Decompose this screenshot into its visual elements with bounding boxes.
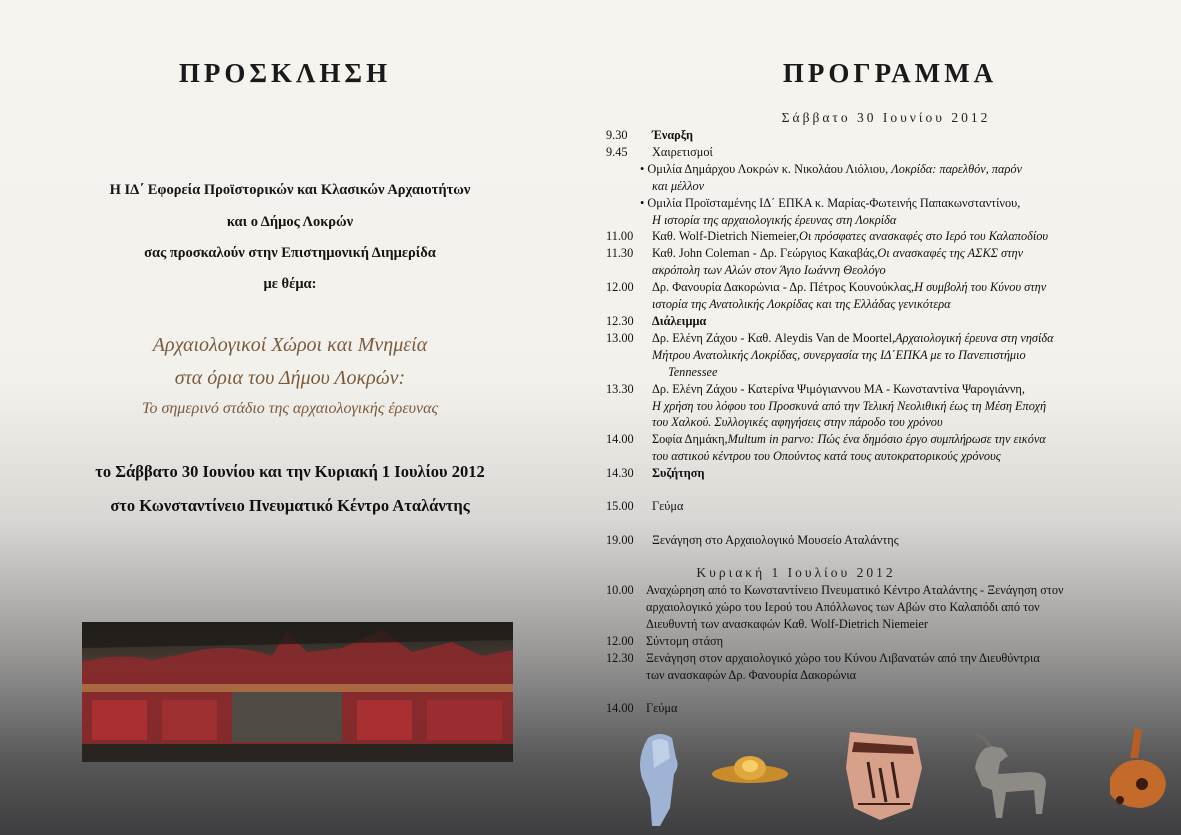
programme-row: 14.00 Γεύμα xyxy=(606,701,678,716)
programme-continuation: Η χρήση του λόφου του Προσκυνά από την Τελική Νεολιθική έως τη Μέση Εποχή xyxy=(652,398,1047,413)
programme-row: 14.30 Συζήτηση xyxy=(606,466,705,481)
programme-continuation: των ανασκαφών Δρ. Φανουρία Δακορώνια xyxy=(646,667,857,682)
programme-continuation: Μήτρου Ανατολικής Λοκρίδας, συνεργασία της ΙΔ΄ΕΠΚΑ με το Πανεπιστήμιο xyxy=(652,347,1026,362)
programme-row: 19.00 Ξενάγηση στο Αρχαιολογικό Μουσείο Αταλάντης xyxy=(606,532,899,547)
programme-row: 12.30 Ξενάγηση στον αρχαιολογικό χώρο του Κύνου Λιβανατών από την Διευθύντρια xyxy=(606,650,1040,665)
programme-row: 13.00 Δρ. Ελένη Ζάχου - Καθ. Aleydis Van de Moortel, Αρχαιολογική έρευνα στη νησίδα xyxy=(606,330,1054,345)
theme-line-2: στα όρια του Δήμου Λοκρών: xyxy=(174,367,406,389)
theme-line-3: Το σημερινό στάδιο της αρχαιολογικής έρευνας xyxy=(142,400,438,417)
artifacts-strip xyxy=(630,728,1180,833)
invite-line-2: και ο Δήμος Λοκρών xyxy=(226,214,354,230)
programme-continuation: του Χαλκού. Συλλογικές αφηγήσεις στην πάροδο του χρόνου xyxy=(652,415,943,430)
gold-ornament-image xyxy=(712,756,788,783)
programme-row: 15.00 Γεύμα xyxy=(606,499,684,514)
programme-row: 11.00 Καθ. Wolf-Dietrich Niemeier, Οι πρόσφατες ανασκαφές στο Ιερό του Καλαποδίου xyxy=(606,229,1049,244)
programme-row: 12.00 Σύντομη στάση xyxy=(606,633,724,648)
event-dates: το Σάββατο 30 Ιουνίου και την Κυριακή 1 Ιουλίου 2012 xyxy=(95,462,485,481)
invite-line-4: με θέμα: xyxy=(263,276,317,292)
day1-programme xyxy=(606,127,1166,549)
fresco-illustration xyxy=(82,622,513,762)
programme-bullet: • Ομιλία Δημάρχου Λοκρών κ. Νικολάου Λιόλιου, Λοκρίδα: παρελθόν, παρόν xyxy=(640,161,1023,176)
day2-heading: Κυριακή 1 Ιουλίου 2012 xyxy=(696,565,896,580)
programme-continuation: ακρόπολη των Αλών στον Άγιο Ιωάννη Θεολόγο xyxy=(652,263,886,278)
programme-continuation: του αστικού κέντρου του Οπούντος κατά τους αυτοκρατορικούς χρόνους xyxy=(652,449,1001,464)
programme-continuation: αρχαιολογικό χώρο του Ιερού του Απόλλωνος των Αβών στο Καλαπόδι από τον xyxy=(646,599,1040,614)
oil-lamp-image xyxy=(1110,728,1166,808)
programme-row: 12.00 Δρ. Φανουρία Δακορώνια - Δρ. Πέτρος Κουνούκλας, Η συμβολή του Κύνου στην xyxy=(606,280,1047,295)
invite-line-1: Η ΙΔ΄ Εφορεία Προϊστορικών και Κλασικών Αρχαιοτήτων xyxy=(109,182,471,198)
programme-continuation: και μέλλον xyxy=(652,178,705,193)
fresco-image xyxy=(82,622,513,762)
programme-continuation: ιστορία της Ανατολικής Λοκρίδας και της Ελλάδας γενικότερα xyxy=(652,297,951,312)
programme-continuation: Η ιστορία της αρχαιολογικής έρευνας στη Λοκρίδα xyxy=(652,212,897,227)
programme-continuation: Διευθυντή των ανασκαφών Καθ. Wolf-Dietrich Niemeier xyxy=(646,616,928,631)
programme-continuation: Tennessee xyxy=(668,364,718,379)
programme-row: 14.00 Σοφία Δημάκη, Multum in parvo: Πώς ένα δημόσιο έργο συμπλήρωσε την εικόνα xyxy=(606,432,1046,447)
programme-row: 12.30 Διάλειμμα xyxy=(606,313,707,328)
programme-bullet: • Ομιλία Προϊσταμένης ΙΔ΄ ΕΠΚΑ κ. Μαρίας-Φωτεινής Παπακωνσταντίνου, xyxy=(640,195,1021,210)
figurine-image xyxy=(640,734,678,826)
goat-figurine-image xyxy=(970,733,1046,818)
programme-title: ΠΡΟΓΡΑΜΜΑ xyxy=(782,58,998,88)
day1-heading: Σάββατο 30 Ιουνίου 2012 xyxy=(781,110,991,125)
programme-row: 13.30 Δρ. Ελένη Ζάχου - Κατερίνα Ψιμόγιαννου ΜΑ - Κωνσταντίνα Ψαρογιάννη, xyxy=(606,381,1025,396)
programme-row: 11.30 Καθ. John Coleman - Δρ. Γεώργιος Κακαβάς, Οι ανασκαφές της ΑΣΚΣ στην xyxy=(606,246,1024,261)
programme-row: 9.30 Έναρξη xyxy=(606,128,693,142)
programme-row: 9.45 Χαιρετισμοί xyxy=(606,144,713,159)
invite-line-3: σας προσκαλούν στην Επιστημονική Διημερίδα xyxy=(144,245,436,261)
theme-line-1: Αρχαιολογικοί Χώροι και Μνημεία xyxy=(152,334,428,356)
painted-sherd-image xyxy=(846,732,922,820)
event-venue: στο Κωνσταντίνειο Πνευματικό Κέντρο Αταλάντης xyxy=(110,496,470,515)
invitation-title: ΠΡΟΣΚΛΗΣΗ xyxy=(178,58,392,88)
programme-row: 10.00 Αναχώρηση από το Κωνσταντίνειο Πνευματικό Κέντρο Αταλάντης - Ξενάγηση στον xyxy=(606,583,1064,597)
day2-programme xyxy=(606,582,1166,717)
